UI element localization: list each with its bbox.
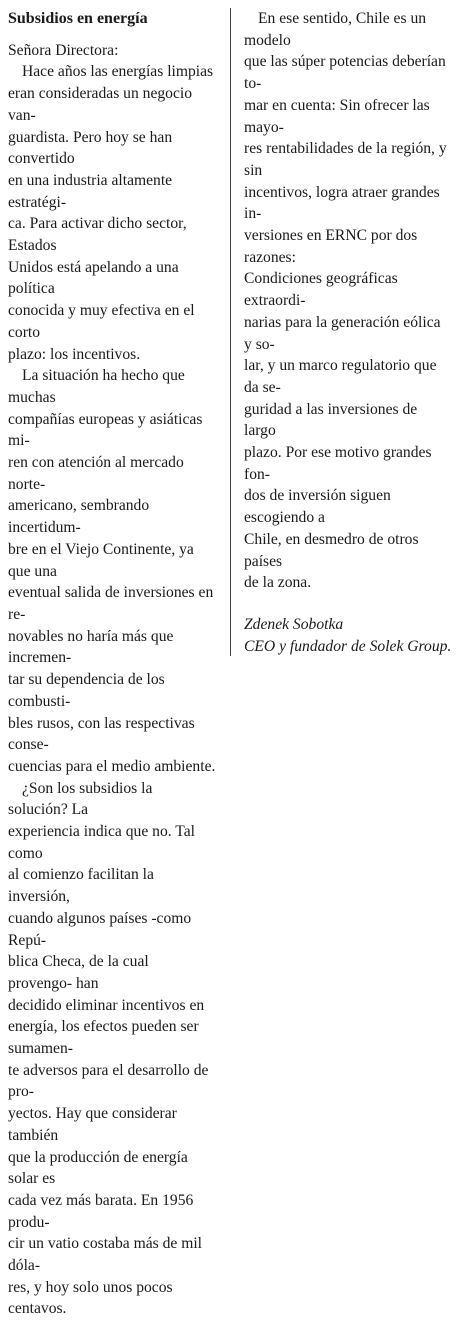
- body-paragraph-4: En ese sentido, Chile es un modelo que las súper potencias deberían to- mar en cuenta: Sin ofrecer las mayo- res rentabilidades de la región, y sin incentivos, logra atraer grandes in- versiones en ERNC por dos razones: Condiciones geográficas extraordi- narias para la generación eólica y so- lar, y un marco regulatorio que da se- guridad a las inversiones de largo plazo. Por ese motivo grandes fon- dos de inversión siguen escogiendo a Chile, en desmedro de otros países de la zona.: [244, 10, 447, 592]
- left-column: [8, 8, 216, 1320]
- letter-greeting: Señora Directora:: [8, 41, 119, 59]
- right-column: [244, 8, 452, 657]
- body-paragraph-2: La situación ha hecho que muchas compañías europeas y asiáticas mi- ren con atención al mercado norte- americano, sembrando incertidum- bre en el Viejo Continente, ya que una eventual salida de inversiones en re- novables no haría más que incremen- tar su dependencia de los combusti- bles rusos, con las respectivas conse- cuencias para el medio ambiente.: [8, 367, 216, 775]
- body-paragraph-1: Hace años las energías limpias eran consideradas un negocio van- guardista. Pero hoy se han convertido en una industria altamente estratégi- ca. Para activar dicho sector, Estados Unidos está apelando a una política conocida y muy efectiva en el corto plazo: los incentivos.: [8, 63, 214, 363]
- body-paragraph-3: ¿Son los subsidios la solución? La experiencia indica que no. Tal como al comienzo facilitan la inversión, cuando algunos países -como Repú- blica Checa, de la cual provengo- han decidido eliminar incentivos en energía, los efectos pueden ser sumamen- te adversos para el desarrollo de pro- yectos. Hay que considerar también que la producción de energía solar es cada vez más barata. En 1956 produ- cir un vatio costaba más de mil dóla- res, y hoy solo unos pocos centavos.: [8, 779, 209, 1318]
- article-title: Subsidios en energía: [8, 10, 148, 27]
- signature-block: [244, 614, 452, 657]
- signature-name: Zdenek Sobotka: [244, 615, 344, 633]
- column-divider: [230, 8, 231, 656]
- signature-role: CEO y fundador de Solek Group.: [244, 637, 452, 655]
